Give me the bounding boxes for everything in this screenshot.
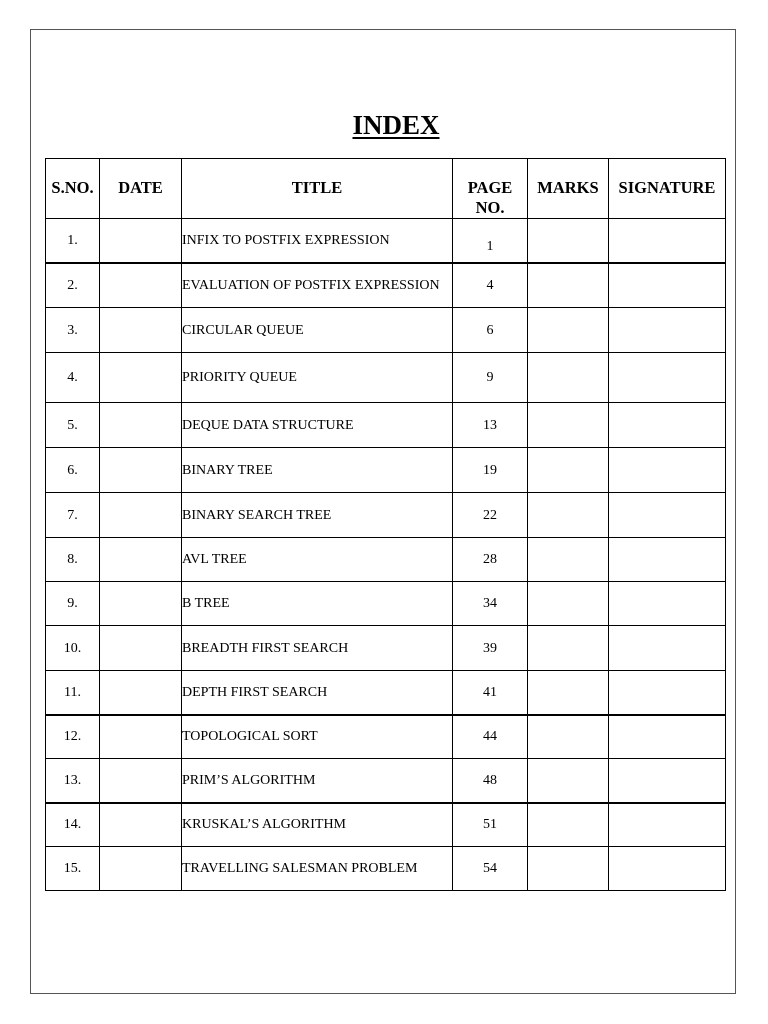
cell-marks: [528, 353, 609, 403]
header-page-line1: PAGE: [467, 178, 513, 197]
cell-date: [100, 671, 182, 715]
cell-marks: [528, 715, 609, 759]
cell-sno: 5.: [46, 403, 100, 448]
cell-title: CIRCULAR QUEUE: [182, 308, 453, 353]
cell-page: 13: [453, 403, 528, 448]
header-title: TITLE: [182, 159, 453, 219]
cell-title: PRIORITY QUEUE: [182, 353, 453, 403]
cell-page: 54: [453, 847, 528, 891]
cell-sno: 11.: [46, 671, 100, 715]
cell-title: DEPTH FIRST SEARCH: [182, 671, 453, 715]
cell-sno: 1.: [46, 219, 100, 263]
cell-marks: [528, 308, 609, 353]
table-row: [46, 803, 726, 847]
cell-title: PRIM’S ALGORITHM: [182, 759, 453, 803]
cell-page: 6: [453, 308, 528, 353]
table-row: [46, 219, 726, 263]
table-row: [46, 448, 726, 493]
table-header-row: [46, 159, 726, 219]
cell-page: 34: [453, 582, 528, 626]
header-page-line2: NO.: [475, 198, 505, 217]
cell-signature: [609, 403, 726, 448]
header-signature: SIGNATURE: [609, 159, 726, 219]
cell-sno: 10.: [46, 626, 100, 671]
table-row: [46, 582, 726, 626]
cell-signature: [609, 308, 726, 353]
cell-sno: 2.: [46, 263, 100, 308]
header-sno: S.NO.: [46, 159, 100, 219]
cell-page: 28: [453, 538, 528, 582]
cell-date: [100, 353, 182, 403]
table-row: [46, 308, 726, 353]
header-page-no: [453, 159, 528, 219]
table-row: [46, 493, 726, 538]
header-marks: MARKS: [528, 159, 609, 219]
cell-marks: [528, 626, 609, 671]
cell-signature: [609, 671, 726, 715]
index-table: [45, 158, 726, 891]
cell-marks: [528, 448, 609, 493]
table-row: [46, 715, 726, 759]
cell-title: B TREE: [182, 582, 453, 626]
cell-sno: 12.: [46, 715, 100, 759]
cell-date: [100, 759, 182, 803]
cell-page: 51: [453, 803, 528, 847]
cell-signature: [609, 493, 726, 538]
cell-title: BINARY SEARCH TREE: [182, 493, 453, 538]
cell-title: EVALUATION OF POSTFIX EXPRESSION: [182, 263, 453, 308]
cell-sno: 9.: [46, 582, 100, 626]
cell-signature: [609, 582, 726, 626]
cell-title: KRUSKAL’S ALGORITHM: [182, 803, 453, 847]
table-row: [46, 263, 726, 308]
cell-date: [100, 493, 182, 538]
cell-page: 4: [453, 263, 528, 308]
cell-title: TOPOLOGICAL SORT: [182, 715, 453, 759]
cell-signature: [609, 715, 726, 759]
cell-title: BREADTH FIRST SEARCH: [182, 626, 453, 671]
cell-signature: [609, 847, 726, 891]
table-row: [46, 847, 726, 891]
table-row: [46, 759, 726, 803]
cell-marks: [528, 263, 609, 308]
table-row: [46, 538, 726, 582]
cell-sno: 4.: [46, 353, 100, 403]
cell-sno: 7.: [46, 493, 100, 538]
cell-signature: [609, 803, 726, 847]
cell-date: [100, 308, 182, 353]
cell-page: 44: [453, 715, 528, 759]
cell-signature: [609, 448, 726, 493]
cell-date: [100, 626, 182, 671]
cell-signature: [609, 263, 726, 308]
cell-sno: 6.: [46, 448, 100, 493]
cell-marks: [528, 582, 609, 626]
cell-title: DEQUE DATA STRUCTURE: [182, 403, 453, 448]
cell-signature: [609, 759, 726, 803]
cell-page: 9: [453, 353, 528, 403]
cell-date: [100, 715, 182, 759]
cell-date: [100, 582, 182, 626]
header-date: DATE: [100, 159, 182, 219]
page-title: INDEX: [352, 110, 440, 140]
table-row: [46, 671, 726, 715]
cell-page: 41: [453, 671, 528, 715]
cell-date: [100, 847, 182, 891]
cell-sno: 3.: [46, 308, 100, 353]
cell-date: [100, 803, 182, 847]
cell-marks: [528, 803, 609, 847]
table-row: [46, 403, 726, 448]
cell-marks: [528, 403, 609, 448]
table-row: [46, 626, 726, 671]
cell-signature: [609, 219, 726, 263]
cell-page: 19: [453, 448, 528, 493]
cell-marks: [528, 219, 609, 263]
cell-sno: 14.: [46, 803, 100, 847]
cell-title: BINARY TREE: [182, 448, 453, 493]
cell-marks: [528, 671, 609, 715]
cell-date: [100, 403, 182, 448]
cell-date: [100, 219, 182, 263]
cell-marks: [528, 759, 609, 803]
cell-marks: [528, 493, 609, 538]
cell-date: [100, 538, 182, 582]
cell-title: AVL TREE: [182, 538, 453, 582]
cell-page: 1: [453, 219, 528, 263]
cell-page: 48: [453, 759, 528, 803]
cell-sno: 13.: [46, 759, 100, 803]
cell-signature: [609, 626, 726, 671]
cell-title: TRAVELLING SALESMAN PROBLEM: [182, 847, 453, 891]
cell-sno: 8.: [46, 538, 100, 582]
cell-marks: [528, 538, 609, 582]
cell-page: 39: [453, 626, 528, 671]
cell-title: INFIX TO POSTFIX EXPRESSION: [182, 219, 453, 263]
table-row: [46, 353, 726, 403]
cell-date: [100, 263, 182, 308]
cell-date: [100, 448, 182, 493]
cell-signature: [609, 353, 726, 403]
cell-sno: 15.: [46, 847, 100, 891]
cell-page: 22: [453, 493, 528, 538]
cell-marks: [528, 847, 609, 891]
cell-signature: [609, 538, 726, 582]
